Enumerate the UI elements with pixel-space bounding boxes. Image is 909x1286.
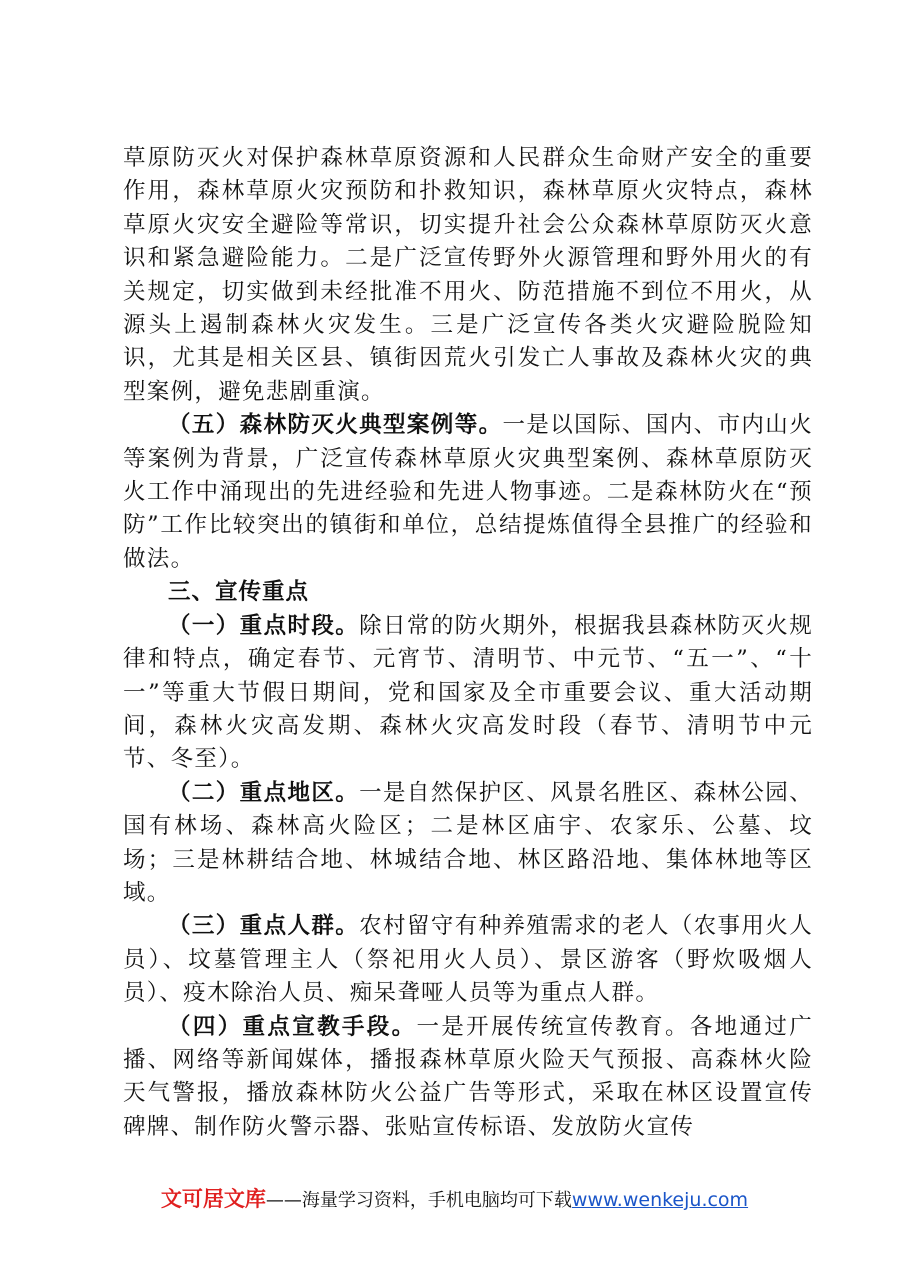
paragraph-text: 除日常的防火期外，根据我县森林防灭火规律和特点，确定春节、元宵节、清明节、中元节、“五一”、“十一”等重大节假日期间，党和国家及全市重要会议、重大活动期间，森林火灾高发期、森林火灾高发时段（春节、清明节中元节、冬至）。	[123, 612, 813, 773]
paragraph-text: 一是自然保护区、风景名胜区、森林公园、国有林场、森林高火险区；二是林区庙宇、农家乐、公墓、坟场；三是林耕结合地、林城结合地、林区路沿地、集体林地等区域。	[123, 779, 813, 906]
paragraph-key-groups	[123, 910, 813, 1010]
section-heading: 三、宣传重点	[168, 579, 310, 606]
paragraph-text: 农村留守有种养殖需求的老人（农事用火人员）、坟墓管理主人（祭祀用火人员）、景区游客（野炊吸烟人员）、疫木除治人员、痴呆聋哑人员等为重点人群。	[123, 913, 813, 1007]
footer-website-link[interactable]: www.wenkeju.com	[571, 1189, 749, 1211]
paragraph-lead: （五）森林防灭火典型案例等。	[168, 412, 503, 439]
paragraph-lead: （三）重点人群。	[168, 913, 360, 940]
paragraph-continuation: 草原防灭火对保护森林草原资源和人民群众生命财产安全的重要作用，森林草原火灾预防和扑救知识，森林草原火灾特点，森林草原火灾安全避险等常识，切实提升社会公众森林草原防灭火意识和紧急避险能力。二是广泛宣传野外火源管理和野外用火的有关规定，切实做到未经批准不用火、防范措施不到位不用火，从源头上遏制森林火灾发生。三是广泛宣传各类火灾避险脱险知识，尤其是相关区县、镇街因荒火引发亡人事故及森林火灾的典型案例，避免悲剧重演。	[123, 145, 813, 405]
paragraph-key-periods	[123, 610, 813, 777]
paragraph-lead: （二）重点地区。	[168, 779, 360, 806]
paragraph-typical-cases	[123, 409, 813, 576]
paragraph-text: 一是以国际、国内、市内山火等案例为背景，广泛宣传森林草原火灾典型案例、森林草原防灭火工作中涌现出的先进经验和先进人物事迹。二是森林防火在“预防”工作比较突出的镇街和单位，总结提炼值得全县推广的经验和做法。	[123, 412, 814, 572]
paragraph-lead: （一）重点时段。	[168, 612, 360, 639]
page-footer	[0, 1183, 909, 1213]
document-body	[123, 142, 813, 1144]
paragraph-text: 一是开展传统宣传教育。各地通过广播、网络等新闻媒体，播报森林草原火险天气预报、高森林火险天气警报，播放森林防火公益广告等形式，采取在林区设置宣传碑牌、制作防火警示器、张贴宣传标语、发放防火宣传	[123, 1013, 813, 1140]
paragraph-lead: （四）重点宣教手段。	[168, 1013, 417, 1040]
paragraph-key-means	[123, 1011, 813, 1145]
paragraph-key-areas	[123, 777, 813, 911]
footer-brand: 文可居文库	[160, 1187, 266, 1211]
footer-slogan: ——海量学习资料，手机电脑均可下载	[265, 1190, 572, 1211]
